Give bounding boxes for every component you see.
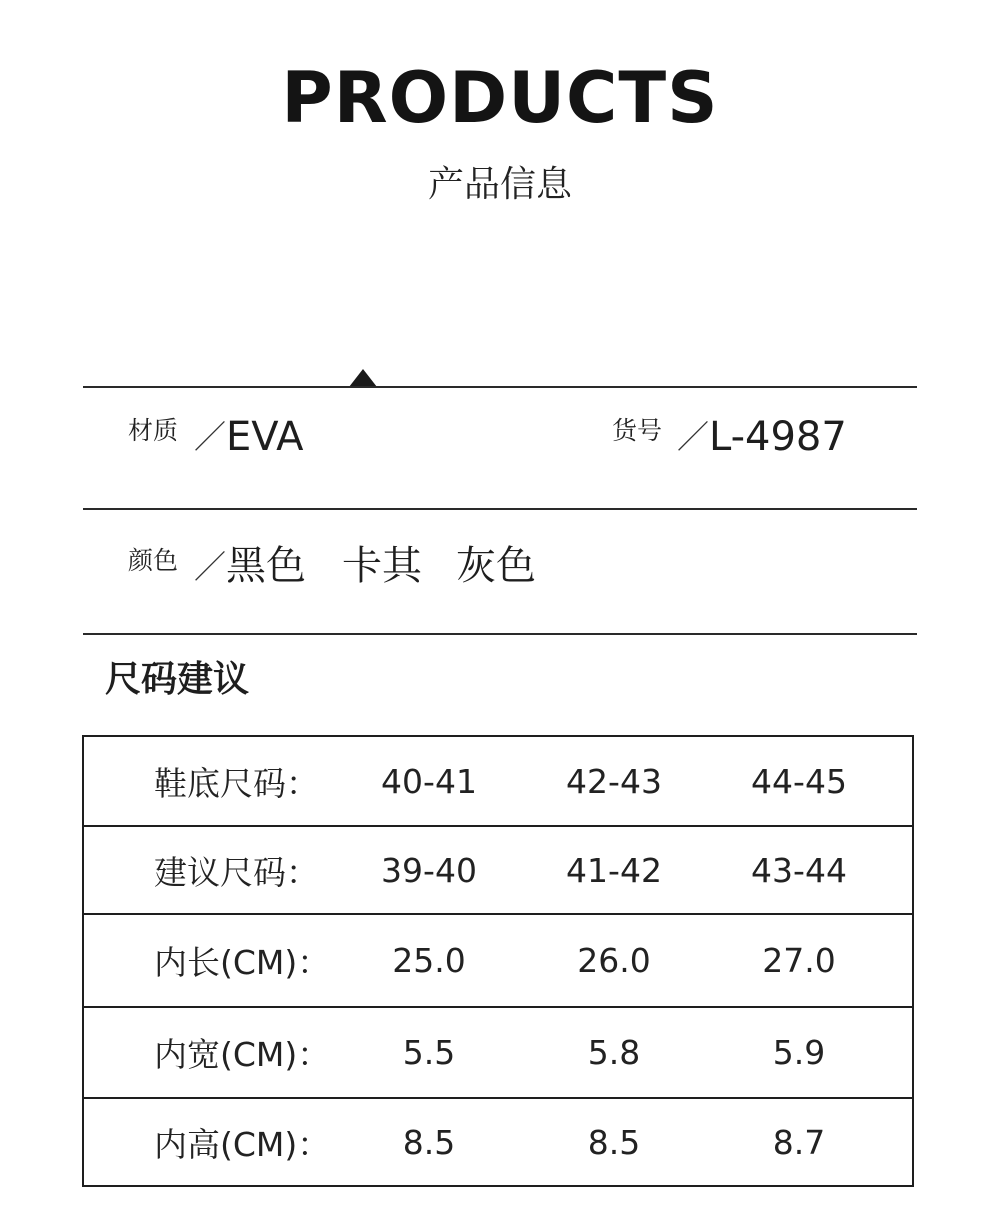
size-section-title: 尺码建议: [105, 659, 250, 700]
material-separator: ／: [194, 418, 227, 456]
table-cell: 5.5: [402, 1033, 456, 1072]
page-title: PRODUCTS: [281, 57, 719, 139]
table-row-inner-height: [84, 1099, 912, 1185]
table-row-suggested-size: [84, 827, 912, 915]
material-value: EVA: [226, 414, 304, 460]
table-cell: 39-40: [381, 850, 477, 890]
material-label: 材质: [128, 416, 179, 445]
table-cell: 41-42: [566, 850, 662, 890]
size-table: [82, 735, 914, 1187]
divider-middle: [83, 508, 917, 510]
table-row-inner-length: [84, 915, 912, 1008]
table-cell: 8.7: [772, 1122, 826, 1162]
table-cell: 5.8: [587, 1033, 641, 1072]
color-option-khaki: 卡其: [342, 543, 422, 589]
color-label: 颜色: [128, 546, 179, 575]
table-row-sole-size: [84, 737, 912, 827]
table-cell: 43-44: [751, 850, 847, 890]
table-cell: 40-41: [381, 761, 477, 801]
item-number-value: L-4987: [709, 414, 847, 460]
triangle-marker-icon: [349, 369, 377, 387]
table-cell: 27.0: [762, 941, 836, 980]
table-cell: 25.0: [392, 941, 466, 980]
row-label: 鞋底尺码：: [154, 763, 319, 803]
table-cell: 44-45: [751, 761, 847, 801]
page-subtitle: 产品信息: [427, 164, 572, 205]
row-label: 建议尺码：: [154, 852, 319, 892]
table-cell: 8.5: [587, 1122, 641, 1162]
color-option-gray: 灰色: [456, 543, 536, 589]
table-cell: 8.5: [402, 1122, 456, 1162]
row-label: 内高(CM)：: [154, 1124, 331, 1164]
item-number-label: 货号: [612, 416, 663, 445]
color-separator: ／: [194, 548, 227, 586]
table-cell: 5.9: [772, 1033, 826, 1072]
divider-top: [83, 386, 917, 388]
divider-bottom: [83, 633, 917, 635]
item-number-separator: ／: [677, 418, 710, 456]
table-cell: 26.0: [577, 941, 651, 980]
row-label: 内宽(CM)：: [154, 1035, 331, 1074]
row-label: 内长(CM)：: [154, 943, 331, 982]
table-cell: 42-43: [566, 761, 662, 801]
item-number-field: [612, 416, 662, 446]
table-row-inner-width: [84, 1008, 912, 1099]
color-option-black: 黑色: [226, 543, 306, 589]
material-field: [128, 416, 178, 446]
